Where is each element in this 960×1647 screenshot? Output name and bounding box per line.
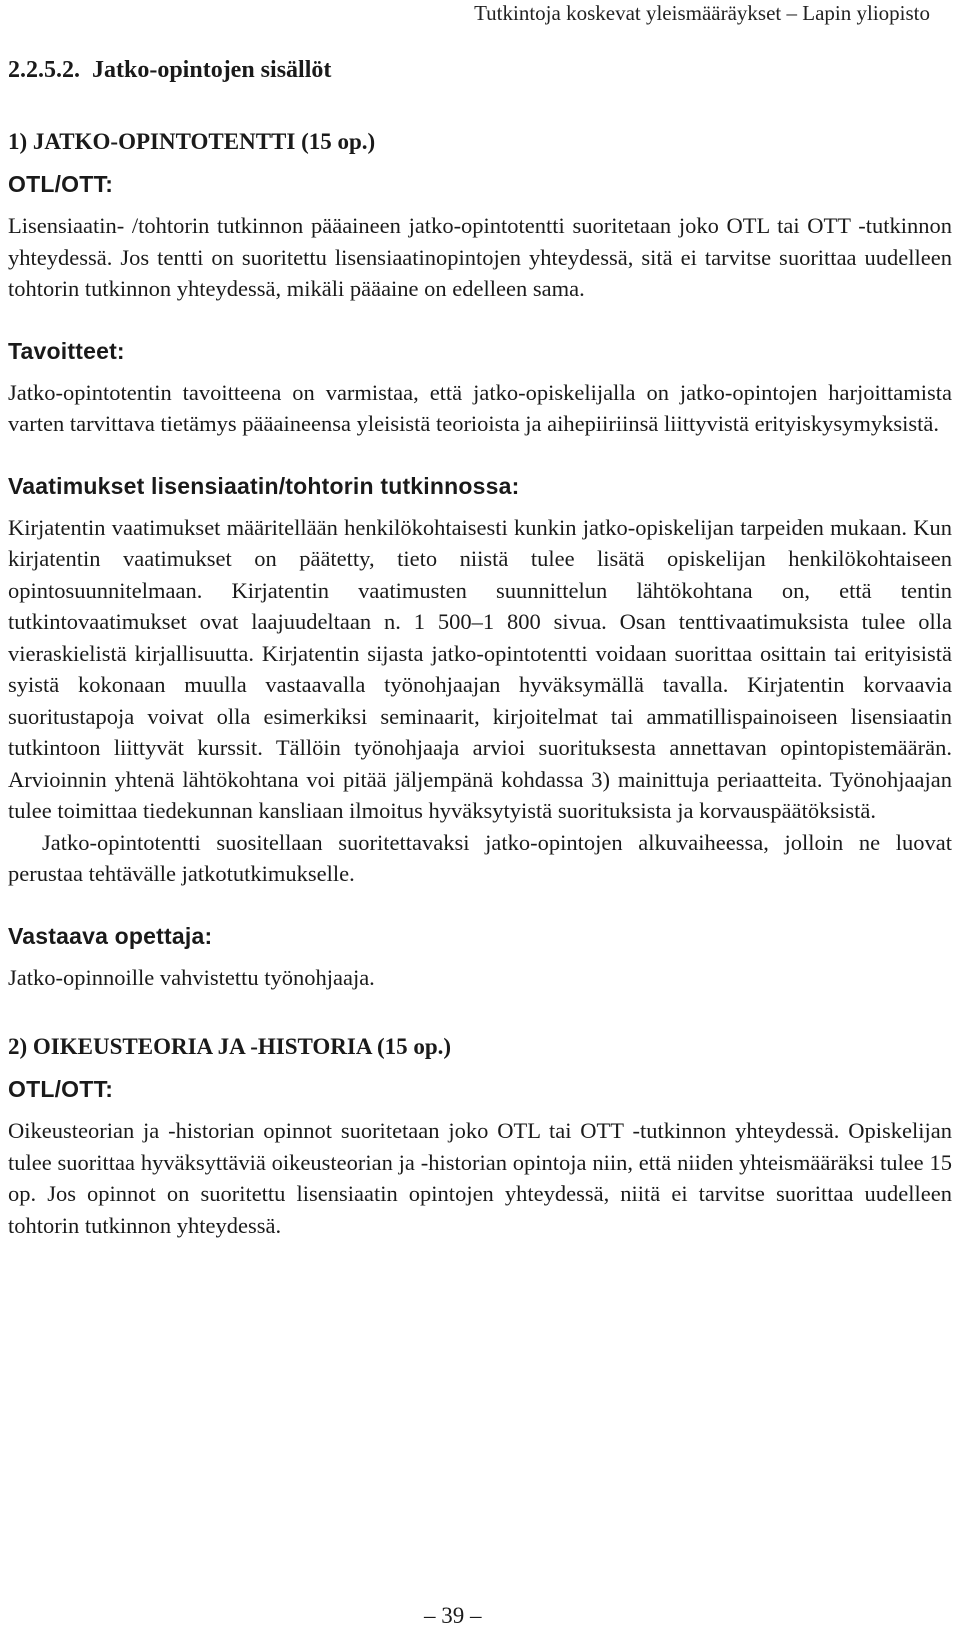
paragraph-otl-ott-2: Oikeusteorian ja -historian opinnot suoritetaan joko OTL tai OTT -tutkinnon yhteydessä. Opiskelijan tulee suorittaa hyväksyttäviä oikeusteorian ja -historian opintoja niin, että niiden yhteismääräksi tulee 15 op. Jos opinnot on suoritettu lisensiaatin opintojen yhteydessä, niitä ei tarvitse suorittaa uudelleen tohtorin tutkinnon yhteydessä. xyxy=(8,1118,952,1238)
paragraph-vaatimukset-suositus: Jatko-opintotentti suositellaan suoritettavaksi jatko-opintojen alkuvaiheessa, jolloin ne luovat perustaa tehtävälle jatkotutkimukselle. xyxy=(8,829,952,886)
page-number: – 39 – xyxy=(424,1603,482,1628)
subheading-otl-ott: OTL/OTT: xyxy=(8,171,114,197)
subheading-vaatimukset: Vaatimukset lisensiaatin/tohtorin tutkinnossa: xyxy=(8,472,520,499)
subheading-vastaava-opettaja: Vastaava opettaja: xyxy=(8,922,213,949)
section-heading xyxy=(8,54,952,86)
paragraph-vaatimukset: Kirjatentin vaatimukset määritellään henkilökohtaisesti kunkin jatko-opiskelijan tarpeiden mukaan. Kun kirjatentin vaatimukset on päätetty, tieto niistä tulee lisätä opiskelijan henkilökohtaiseen opintosuunnitelmaan. Kirjatentin vaatimusten suunnittelun lähtökohtana on, että tentin tutkintovaatimukset ovat laajuudeltaan n. 1 500–1 800 sivua. Osan tenttivaatimuksista tulee olla vieraskielistä kirjallisuutta. Kirjatentin sijasta jatko-opintotentti voidaan suorittaa osittain tai erityisistä syistä kokonaan muulla vastaavalla työnohjaajan hyväksymällä tavalla. Kirjatentin korvaavia suoritustapoja voivat olla esimerkiksi seminaarit, kirjoitelmat tai ammatillispainoiseen lisensiaatin tutkintoon liittyvät kurssit. Tällöin työnohjaaja arvioi suorituksesta annettavan opintopistemäärän. Arvioinnin yhtenä lähtökohtana voi pitää jäljempänä kohdassa 3) mainittuja periaatteita. Työnohjaajan tulee toimittaa tiedekunnan kansliaan ilmoitus hyväksytyistä suorituksista ja korvauspäätöksistä. xyxy=(8,514,952,823)
course-title-jatko-opintotentti: 1) JATKO-OPINTOTENTTI (15 op.) xyxy=(8,129,376,154)
running-header: Tutkintoja koskevat yleismääräykset – Lapin yliopisto xyxy=(474,1,930,25)
section-title: Jatko-opintojen sisällöt xyxy=(92,57,332,83)
course-title-oikeusteoria: 2) OIKEUSTEORIA JA -HISTORIA (15 op.) xyxy=(8,1034,452,1059)
paragraph-otl-ott: Lisensiaatin- /tohtorin tutkinnon pääaineen jatko-opintotentti suoritetaan joko OTL tai OTT -tutkinnon yhteydessä. Jos tentti on suoritettu lisensiaatinopintojen yhteydessä, sitä ei tarvitse suorittaa uudelleen tohtorin tutkinnon yhteydessä, mikäli pääaine on edelleen sama. xyxy=(8,213,952,301)
page-content xyxy=(8,54,952,1241)
section-number: 2.2.5.2. xyxy=(8,57,80,83)
paragraph-tavoitteet: Jatko-opintotentin tavoitteena on varmistaa, että jatko-opiskelijalla on jatko-opintojen harjoittamista varten tarvittava tietämys pääaineensa yleisistä teorioista ja aihepiiriinsä liittyvistä erityiskysymyksistä. xyxy=(8,379,952,436)
subheading-tavoitteet: Tavoitteet: xyxy=(8,337,125,364)
paragraph-vastaava-opettaja: Jatko-opinnoille vahvistettu työnohjaaja. xyxy=(8,964,375,990)
subheading-otl-ott-2: OTL/OTT: xyxy=(8,1076,114,1102)
